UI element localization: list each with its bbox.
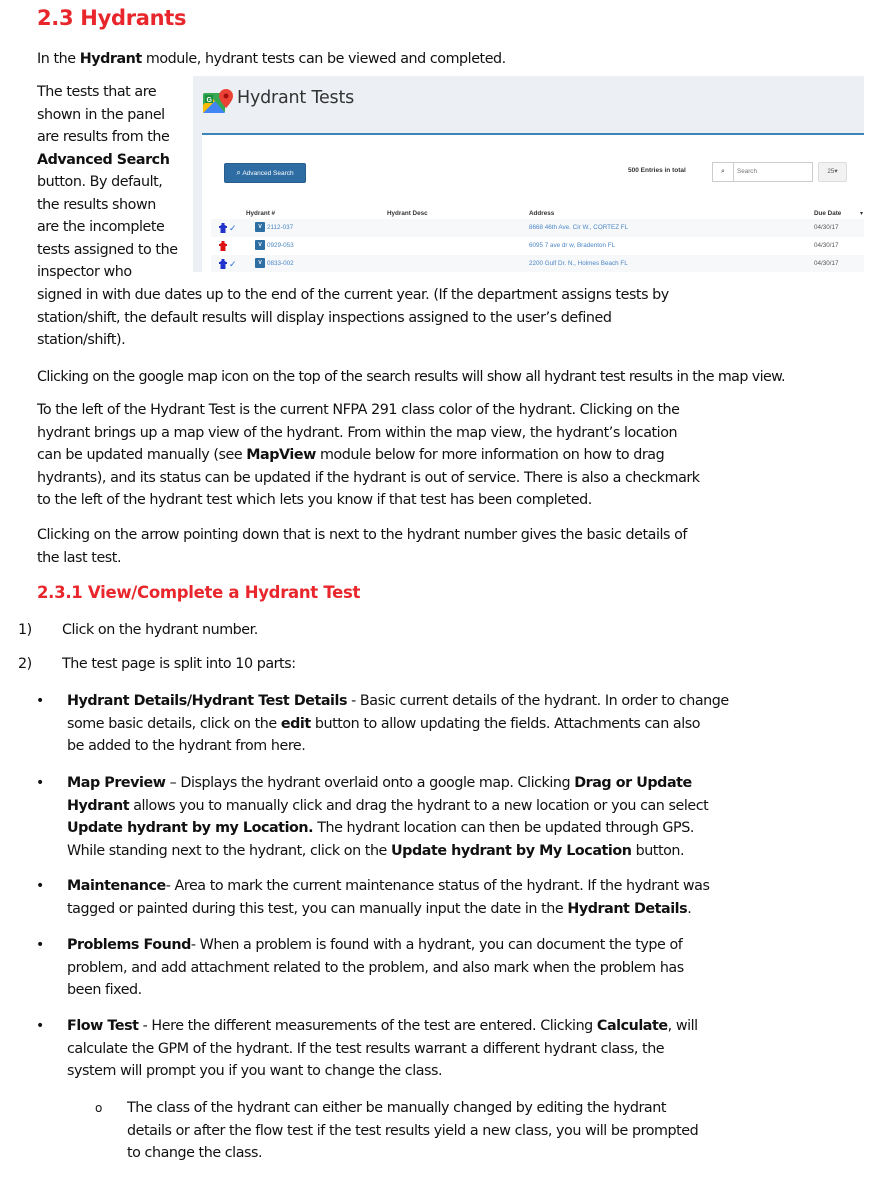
hydrant-number-link[interactable]: 0929-053: [267, 242, 294, 249]
line: the results shown: [37, 196, 156, 213]
search-icon: ⌕: [713, 163, 734, 181]
text: button to allow updating the fields. Attachments can also: [310, 715, 701, 732]
line: signed in with due dates up to the end of the current year. (If the department assigns tests by: [37, 287, 669, 303]
line: button. By default,: [37, 174, 163, 190]
intro-paragraph: [37, 48, 506, 71]
text: module below for more information on how to drag: [315, 447, 665, 463]
hydrant-icon[interactable]: [219, 259, 227, 269]
text: - Basic current details of the hydrant. In order to change: [347, 693, 729, 709]
bold-text: Drag or Update: [574, 775, 692, 791]
entries-total: 500 Entries in total: [628, 167, 686, 174]
bold-text: Update hydrant by My Location: [391, 842, 632, 859]
page-size-dropdown[interactable]: [818, 162, 847, 182]
step-number: 2): [18, 656, 32, 672]
bold-text: Advanced Search: [37, 151, 170, 168]
arrow-paragraph: [37, 524, 687, 569]
line: The tests that are: [37, 84, 157, 100]
line: problem, and add attachment related to the problem, and also mark when the problem has: [67, 959, 684, 976]
bold-text: Hydrant Details: [567, 900, 688, 917]
hydrant-icon[interactable]: [219, 223, 227, 233]
results-panel: [202, 133, 864, 272]
subsection-heading: 2.3.1 View/Complete a Hydrant Test: [37, 583, 361, 602]
text: - Here the different measurements of the test are entered. Clicking: [138, 1018, 597, 1034]
bullet-icon: •: [36, 775, 44, 791]
sort-caret-icon[interactable]: ▾: [860, 211, 864, 217]
bullet-flow-test: [67, 1015, 698, 1083]
due-date: 04/30/17: [814, 242, 839, 249]
text: tagged or painted during this test, you can manually input the date in the: [67, 900, 568, 917]
text: - Area to mark the current maintenance status of the hydrant. If the hydrant was: [165, 878, 710, 894]
bold-text: Flow Test: [67, 1018, 139, 1034]
address-link[interactable]: 2200 Gulf Dr. N., Holmes Beach FL: [529, 260, 628, 267]
side-paragraph: [37, 81, 178, 284]
step-1: [18, 619, 32, 642]
bold-text: Hydrant Details/Hydrant Test Details: [67, 693, 348, 709]
line: To the left of the Hydrant Test is the current NFPA 291 class color of the hydrant. Clicking on the: [37, 402, 680, 418]
section-heading: 2.3 Hydrants: [37, 6, 187, 30]
caret-down-icon: ▾: [834, 168, 838, 175]
column-header-address[interactable]: Address: [529, 210, 555, 217]
page-size-value: 25: [827, 168, 835, 175]
bullet-map-preview: [67, 772, 708, 862]
bold-text: Problems Found: [67, 937, 191, 953]
step-2: [18, 653, 32, 676]
line: are the incomplete: [37, 219, 165, 235]
table-row[interactable]: [211, 237, 864, 255]
line: station/shift, the default results will display inspections assigned to the user’s defined: [37, 309, 612, 326]
sub-bullet-icon: o: [95, 1101, 102, 1115]
line: Clicking on the arrow pointing down that is next to the hydrant number gives the basic details of: [37, 527, 687, 543]
bold-text: Calculate: [596, 1018, 668, 1034]
line: hydrants), and its status can be updated if the hydrant is out of service. There is also a checkmark: [37, 469, 700, 486]
column-header-desc[interactable]: Hydrant Desc: [387, 210, 428, 217]
hydrant-icon[interactable]: [219, 241, 227, 251]
line: station/shift).: [37, 332, 126, 348]
step-1-text: Click on the hydrant number.: [62, 622, 258, 638]
step-number: 1): [18, 622, 32, 638]
bullet-hydrant-details: [67, 690, 729, 758]
bold-text: Hydrant: [67, 797, 130, 814]
line: calculate the GPM of the hydrant. If the test results warrant a different hydrant class, the: [67, 1040, 665, 1057]
hydrant-number-link[interactable]: 0833-002: [267, 260, 294, 267]
bold-text: MapView: [246, 447, 316, 463]
line: to change the class.: [127, 1145, 263, 1161]
line: The class of the hydrant can either be manually changed by editing the hydrant: [127, 1100, 666, 1116]
google-maps-icon[interactable]: [203, 87, 237, 115]
advanced-search-button[interactable]: [224, 163, 306, 183]
bullet-icon: •: [36, 937, 44, 953]
chevron-down-icon[interactable]: ∨: [255, 258, 265, 268]
bullet-icon: •: [36, 693, 44, 709]
text: , will: [667, 1018, 698, 1034]
continued-paragraph: [37, 284, 669, 352]
text: In the: [37, 51, 80, 67]
bullet-icon: •: [36, 878, 44, 894]
screenshot-title: Hydrant Tests: [237, 88, 355, 108]
hydrant-number-link[interactable]: 2112-037: [267, 224, 294, 231]
checkmark-icon: ✓: [229, 259, 237, 269]
due-date: 04/30/17: [814, 224, 839, 231]
table-row[interactable]: [211, 255, 864, 272]
text: button.: [631, 842, 685, 859]
text: - When a problem is found with a hydrant, you can document the type of: [190, 937, 683, 953]
chevron-down-icon[interactable]: ∨: [255, 240, 265, 250]
text: .: [687, 900, 692, 917]
table-row[interactable]: [211, 219, 864, 237]
text: – Displays the hydrant overlaid onto a google map. Clicking: [165, 775, 575, 791]
class-color-paragraph: [37, 399, 700, 512]
address-link[interactable]: 6095 7 ave dr w, Bradenton FL: [529, 242, 616, 249]
bold-text: Map Preview: [67, 775, 166, 791]
address-link[interactable]: 8668 46th Ave. Cir W., CORTEZ FL: [529, 224, 629, 231]
line: inspector who: [37, 264, 132, 280]
text: allows you to manually click and drag the hydrant to a new location or you can select: [129, 797, 709, 814]
search-input[interactable]: [737, 163, 807, 181]
due-date: 04/30/17: [814, 260, 839, 267]
line: been fixed.: [67, 982, 142, 998]
line: shown in the panel: [37, 106, 165, 123]
text: some basic details, click on the: [67, 715, 281, 732]
line: to the left of the hydrant test which lets you know if that test has been completed.: [37, 492, 592, 508]
text: can be updated manually (see: [37, 447, 247, 463]
line: the last test.: [37, 549, 122, 566]
chevron-down-icon[interactable]: ∨: [255, 222, 265, 232]
bold-text: Update hydrant by my Location.: [67, 820, 314, 836]
bullet-maintenance: [67, 875, 709, 920]
svg-text:G: G: [206, 97, 212, 104]
column-header-hydrant[interactable]: Hydrant #: [246, 210, 276, 217]
text: module, hydrant tests can be viewed and completed.: [141, 51, 506, 67]
bold-text: Maintenance: [67, 878, 166, 894]
line: hydrant brings up a map view of the hydrant. From within the map view, the hydrant’s location: [37, 424, 678, 441]
sub-bullet-class-change: [127, 1097, 698, 1165]
line: details or after the flow test if the test results yield a new class, you will be prompted: [127, 1122, 699, 1139]
hydrant-tests-screenshot: [193, 76, 864, 272]
checkmark-icon: ✓: [229, 223, 237, 233]
bold-text: edit: [280, 715, 311, 732]
line: be added to the hydrant from here.: [67, 738, 306, 754]
line: tests assigned to the: [37, 241, 178, 258]
bold-text: Hydrant: [79, 51, 142, 67]
search-group: [712, 162, 813, 182]
line: system will prompt you if you want to change the class.: [67, 1063, 443, 1079]
search-icon: ⌕: [236, 168, 241, 177]
text: While standing next to the hydrant, click on the: [67, 842, 392, 859]
step-2-text: The test page is split into 10 parts:: [62, 656, 296, 672]
map-icon-paragraph: Clicking on the google map icon on the top of the search results will show all hydrant test results in the map view.: [37, 369, 785, 385]
column-header-due-date[interactable]: Due Date: [814, 210, 842, 217]
text: The hydrant location can then be updated through GPS.: [313, 820, 694, 836]
line: are results from the: [37, 129, 170, 145]
bullet-problems-found: [67, 934, 684, 1002]
bullet-icon: •: [36, 1018, 44, 1034]
button-label: Advanced Search: [242, 170, 294, 177]
